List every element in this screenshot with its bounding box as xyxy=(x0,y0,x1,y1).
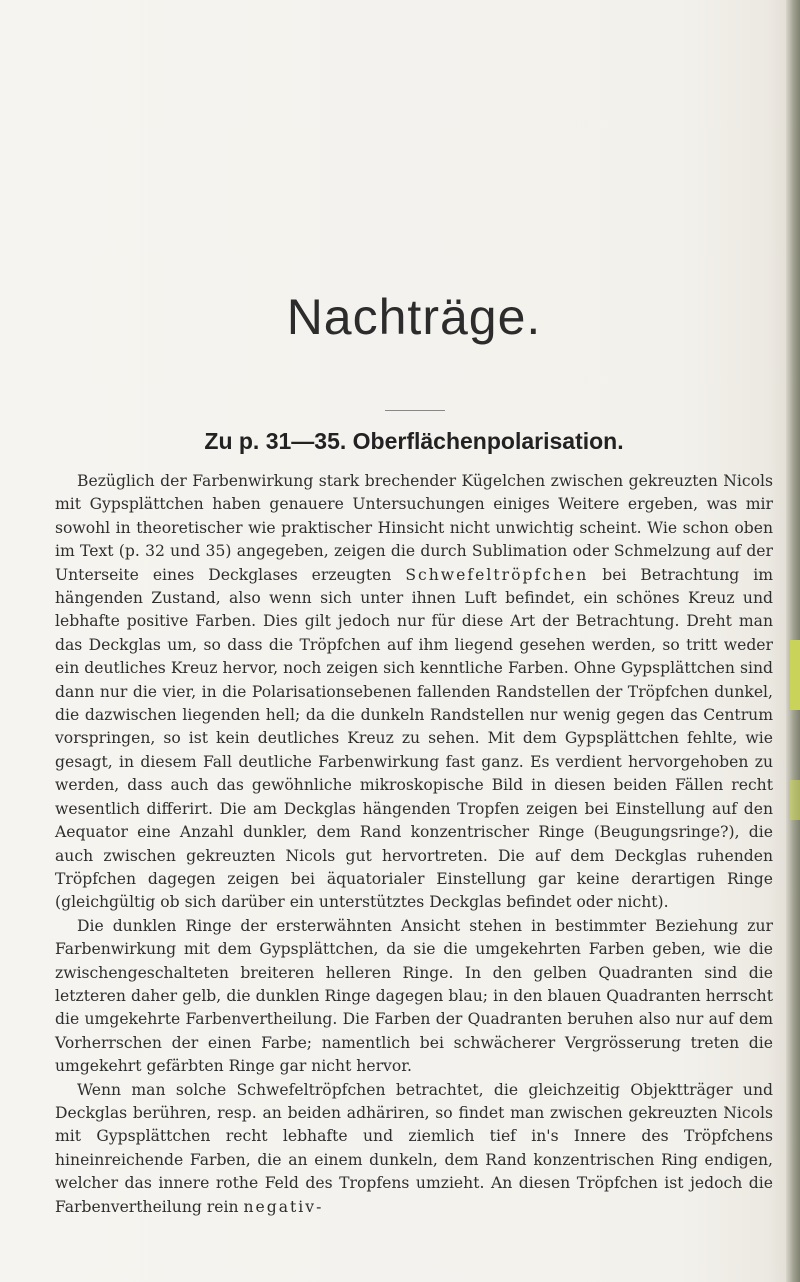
paragraph-text: Wenn man solche Schwefeltröpfchen betrachtet, die gleichzeitig Objektträger und Deckglas berühren, resp. an beiden adhäriren, so findet man zwischen gekreuzten Nicols mit Gypsplättchen recht lebhafte und ziemlich tief in's Innere des Tröpfchens hineinreichende Farben, die an einem dunkeln, dem Rand konzentrischen Ring endigen, welcher das innere rothe Feld des Tropfens umzieht. An diesen Tröpfchen ist jedoch die Farbenvertheilung rein xyxy=(55,1080,773,1216)
paragraph-text: Die dunklen Ringe der ersterwähnten Ansicht stehen in bestimmter Beziehung zur Farbenwirkung mit dem Gypsplättchen, da sie die umgekehrten Farben geben, wie die zwischengeschalteten breiteren helleren Ringe. In den gelben Quadranten sind die letzteren daher gelb, die dunklen Ringe dagegen blau; in den blauen Quadranten herrscht die umgekehrte Farbenvertheilung. Die Farben der Quadranten beruhen also nur auf dem Vorherrschen der einen Farbe; namentlich bei schwächerer Vergrösserung treten die umgekehrt gefärbten Ringe gar nicht hervor. xyxy=(55,916,773,1076)
edge-tint-mark xyxy=(790,640,800,710)
emphasis-text: negativ- xyxy=(243,1197,324,1216)
section-heading: Zu p. 31—35. Oberflächenpolarisation. xyxy=(204,428,624,454)
edge-tint-mark xyxy=(790,780,800,820)
paragraph-text: bei Betrachtung im hängenden Zustand, also wenn sich unter ihnen Luft befindet, ein schönes Kreuz und lebhafte positive Farben. Dies gilt jedoch nur für diese Art der Betrachtung. Dreht man das Deckglas um, so dass die Tröpfchen auf ihm liegend gesehen werden, so tritt weder ein deutliches Kreuz hervor, noch zeigen sich kenntliche Farben. Ohne Gypsplättchen sind dann nur die vier, in die Polarisationsebenen fallenden Randstellen der Tröpfchen dunkel, die dazwischen liegenden hell; da die dunkeln Randstellen nur wenig gegen das Centrum vorspringen, so ist kein deutliches Kreuz zu sehen. Mit dem Gypsplättchen fehlte, wie gesagt, in diesem Fall deutliche Farbenwirkung fast ganz. Es verdient hervorgehoben zu werden, dass auch das gewöhnliche mikroskopische Bild in diesen beiden Fällen recht wesentlich differirt. Die am Deckglas hängenden Tropfen zeigen bei Einstellung auf den Aequator eine Anzahl dunkler, dem Rand konzentrischer Ringe (Beugungsringe?), die auch zwischen gekreuzten Nicols gut hervortreten. Die auf dem Deckglas ruhenden Tröpfchen dagegen zeigen bei äquatorialer Einstellung gar keine derartigen Ringe (gleichgültig ob sich darüber ein unterstütztes Deckglas befindet oder nicht). xyxy=(55,565,773,912)
title-divider xyxy=(385,410,445,411)
paragraph xyxy=(55,1079,773,1219)
emphasis-text: Schwefeltröpfchen xyxy=(405,565,589,584)
paragraph-text: Bezüglich der Farbenwirkung stark brechender Kügelchen zwischen gekreuzten Nicols mit Gypsplättchen haben genauere Untersuchungen einiges Weitere ergeben, was mir sowohl in theoretischer wie praktischer Hinsicht nicht unwichtig scheint. Wie schon oben im Text (p. 32 und 35) angegeben, zeigen die durch Sublimation oder Schmelzung auf der Unterseite eines Deckglases erzeugten xyxy=(55,472,773,584)
page-title: Nachträge. xyxy=(286,289,542,345)
paragraph xyxy=(55,470,773,915)
body-text xyxy=(55,470,773,1219)
paragraph xyxy=(55,915,773,1079)
page-edge-shadow xyxy=(786,0,800,1282)
